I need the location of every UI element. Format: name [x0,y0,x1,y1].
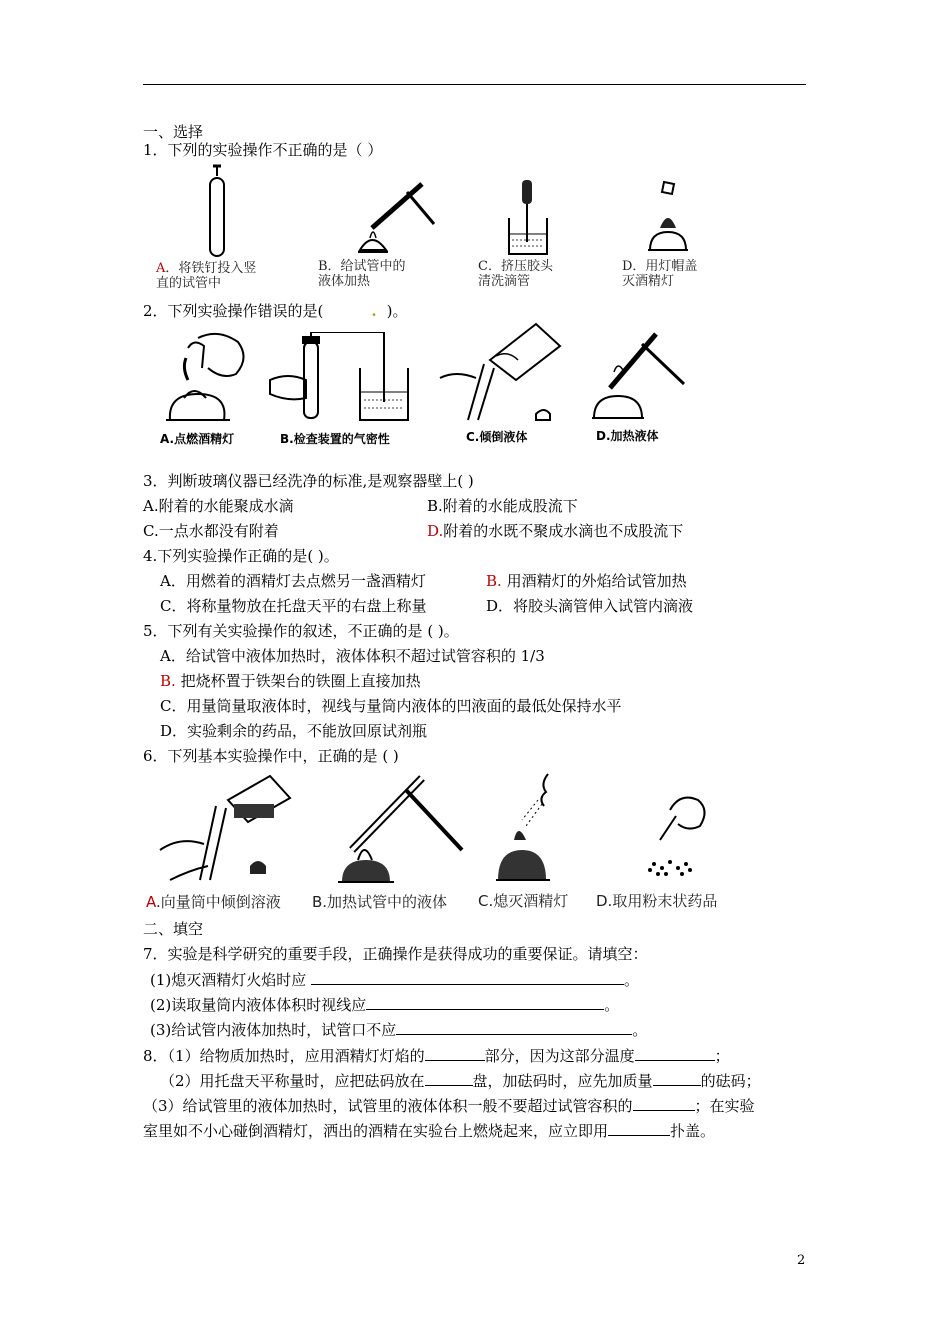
question-7-stem: 7．实验是科学研究的重要手段，正确操作是获得成功的重要保证。请填空： [143,945,648,963]
q6-caption-c: C.熄灭酒精灯 [478,892,569,910]
q1-option-d-line2: 灭酒精灯 [622,274,675,289]
q3-option-d: D.附着的水既不聚成水滴也不成股流下 [427,522,684,540]
airtightness-figure [268,332,416,424]
q1-option-b-line2: 液体加热 [318,274,371,289]
heating-liquid-figure-2 [590,326,694,426]
question-3-stem: 3．判断玻璃仪器已经洗净的标准,是观察器壁上( ) [143,472,474,490]
question-1-stem: 1．下列的实验操作不正确的是（ ） [143,141,383,159]
q2-caption-d: D.加热液体 [596,429,659,443]
question-6-stem: 6．下列基本实验操作中，正确的是 ( ) [143,747,399,765]
q3-option-c: C.一点水都没有附着 [143,522,279,540]
pour-into-cylinder-figure [150,770,296,886]
q1-option-c: C．挤压胶头 [478,259,553,274]
q5-option-b: B. 把烧杯置于铁架台的铁圈上直接加热 [160,672,421,690]
question-4-stem: 4.下列实验操作正确的是( )。 [143,547,339,565]
q4-option-b: B. 用酒精灯的外焰给试管加热 [486,572,687,590]
q4-option-c: C．将称量物放在托盘天平的右盘上称量 [160,597,427,615]
q2-caption-c: C.倾倒液体 [466,430,528,444]
q1-option-a: A．将铁钉投入竖 [156,261,257,276]
section-heading-fill: 二、填空 [143,920,204,938]
heating-tube-figure [322,770,472,886]
q6-caption-a: A.向量筒中倾倒溶液 [146,893,281,911]
test-tube-nail-figure [200,162,240,262]
page-number: 2 [797,1253,806,1268]
q8-line-1: 8．（1）给物质加热时，应用酒精灯灯焰的 部分，因为这部分温度 ； [143,1047,730,1065]
q6-caption-d: D.取用粉末状药品 [596,892,718,910]
q3-option-a: A.附着的水能聚成水滴 [143,497,294,515]
q1-option-a-line2: 直的试管中 [156,276,222,291]
q1-option-d: D．用灯帽盖 [622,259,698,274]
q7-part-1: (1)熄灭酒精灯火焰时应 。 [150,971,640,989]
q1-option-b: B．给试管中的 [318,259,406,274]
pouring-liquid-figure [436,320,564,426]
q4-option-a: A．用燃着的酒精灯去点燃另一盏酒精灯 [160,572,426,590]
blow-out-lamp-figure [494,770,574,886]
q2-caption-a: A.点燃酒精灯 [160,432,235,446]
q4-option-d: D．将胶头滴管伸入试管内滴液 [486,597,694,615]
q2-caption-b: B.检查装置的气密性 [280,432,390,446]
section-heading-choice: 一、选择 [143,123,204,141]
q8-line-2: （2）用托盘天平称量时，应把砝码放在 盘，加砝码时，应先加质量 的砝码； [160,1072,761,1090]
q5-option-d: D．实验剩余的药品，不能放回原试剂瓶 [160,722,428,740]
question-2-stem: 2．下列实验操作错误的是( . )。 [143,302,408,320]
heating-liquid-figure [352,178,442,258]
powder-reagent-figure [630,770,720,886]
q5-option-c: C．用量筒量取液体时，视线与量筒内液体的凹液面的最低处保持水平 [160,697,622,715]
dropper-in-beaker-figure [504,178,554,258]
header-rule [143,84,806,85]
q5-option-a: A．给试管中液体加热时，液体体积不超过试管容积的 1/3 [160,647,545,665]
q8-line-4: 室里如不小心碰倒酒精灯，洒出的酒精在实验台上燃烧起来，应立即用 扑盖。 [143,1122,716,1140]
q1-option-c-line2: 清洗滴管 [478,274,531,289]
q8-line-3: （3）给试管里的液体加热时，试管里的液体体积一般不要超过试管容积的 ；在实验 [143,1097,755,1115]
lighting-lamp-figure [158,328,256,428]
q7-part-3: (3)给试管内液体加热时，试管口不应 。 [150,1021,648,1039]
question-5-stem: 5．下列有关实验操作的叙述，不正确的是 ( )。 [143,622,459,640]
q7-part-2: (2)读取量筒内液体体积时视线应 。 [150,996,620,1014]
q6-caption-b: B.加热试管中的液体 [312,893,448,911]
q3-option-b: B.附着的水能成股流下 [427,497,578,515]
lamp-cap-figure [644,180,694,258]
